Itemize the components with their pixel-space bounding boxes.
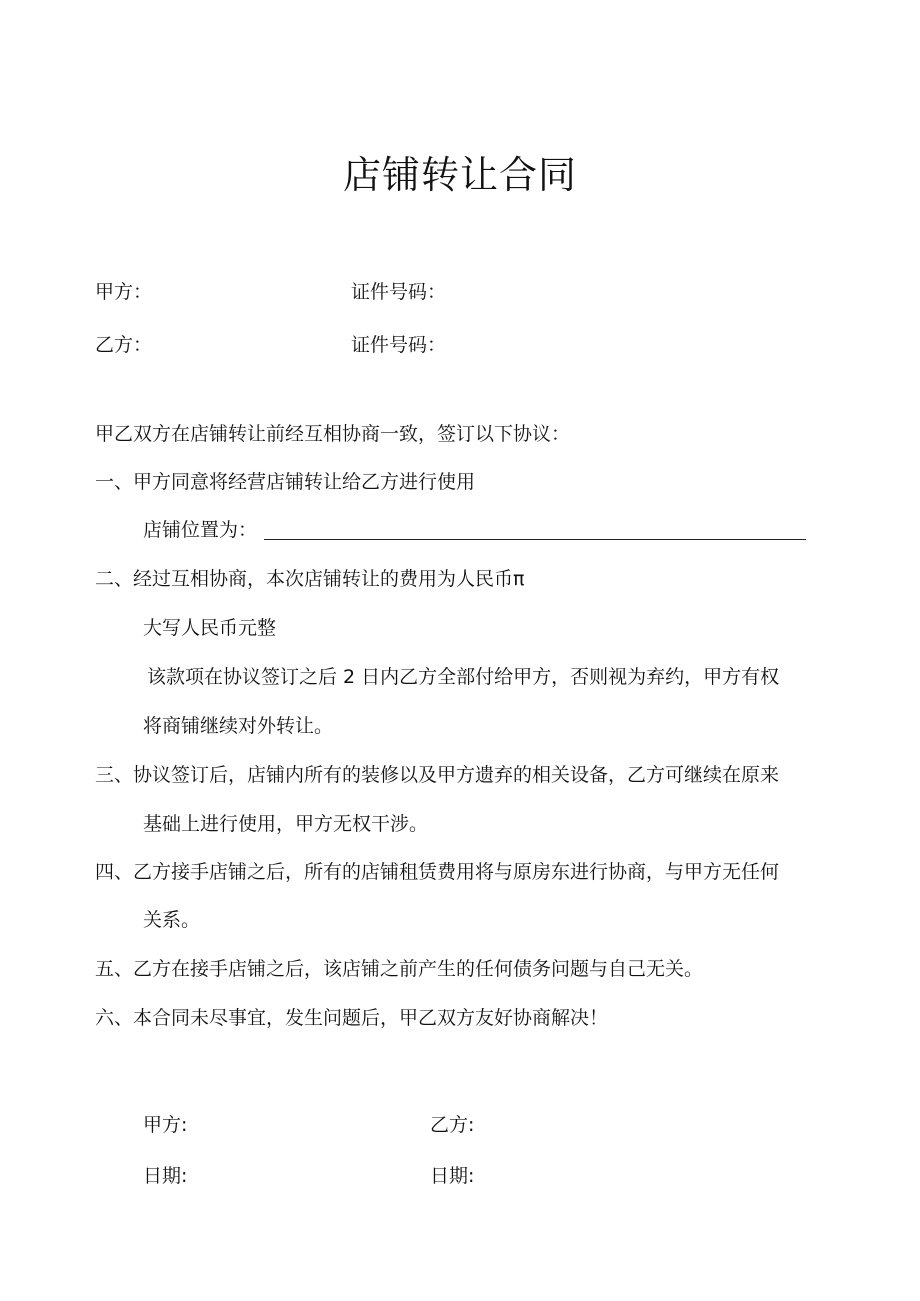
clause-2: 二、经过互相协商，本次店铺转让的费用为人民币π — [95, 568, 525, 590]
clause-3-line-1: 三、协议签订后，店铺内所有的装修以及甲方遗弃的相关设备，乙方可继续在原来 — [95, 764, 780, 786]
clause-3-line-2: 基础上进行使用，甲方无权干涉。 — [143, 813, 429, 835]
clause-2-upper-amount: 大写人民币元整 — [143, 617, 277, 639]
party-b-label: 乙方： — [95, 334, 153, 356]
clause-1: 一、甲方同意将经营店铺转让给乙方进行使用 — [95, 471, 476, 493]
party-a-id-label: 证件号码： — [351, 281, 447, 303]
clause-4-line-2: 关系。 — [143, 909, 201, 931]
clause-1-location-label: 店铺位置为： — [143, 519, 258, 541]
intro-paragraph: 甲乙双方在店铺转让前经互相协商一致，签订以下协议： — [95, 423, 571, 445]
clause-5: 五、乙方在接手店铺之后，该店铺之前产生的任何债务问题与自己无关。 — [95, 958, 704, 980]
location-blank-line — [264, 539, 806, 540]
clause-2-detail-line-1: 该款项在协议签订之后 2 日内乙方全部付给甲方，否则视为弃约，甲方有权 — [147, 666, 780, 688]
clause-6: 六、本合同未尽事宜，发生问题后，甲乙双方友好协商解决！ — [95, 1007, 609, 1029]
clause-4-line-1: 四、乙方接手店铺之后，所有的店铺租赁费用将与原房东进行协商，与甲方无任何 — [95, 861, 780, 883]
clause-2-detail-line-2: 将商铺继续对外转让。 — [143, 715, 334, 737]
signature-date-b: 日期: — [430, 1165, 475, 1187]
signature-date-a: 日期: — [143, 1165, 188, 1187]
signature-party-b: 乙方: — [430, 1114, 475, 1136]
party-b-id-label: 证件号码： — [351, 334, 447, 356]
party-a-label: 甲方： — [95, 281, 153, 303]
signature-party-a: 甲方: — [143, 1114, 188, 1136]
document-title: 店铺转让合同 — [342, 153, 577, 197]
